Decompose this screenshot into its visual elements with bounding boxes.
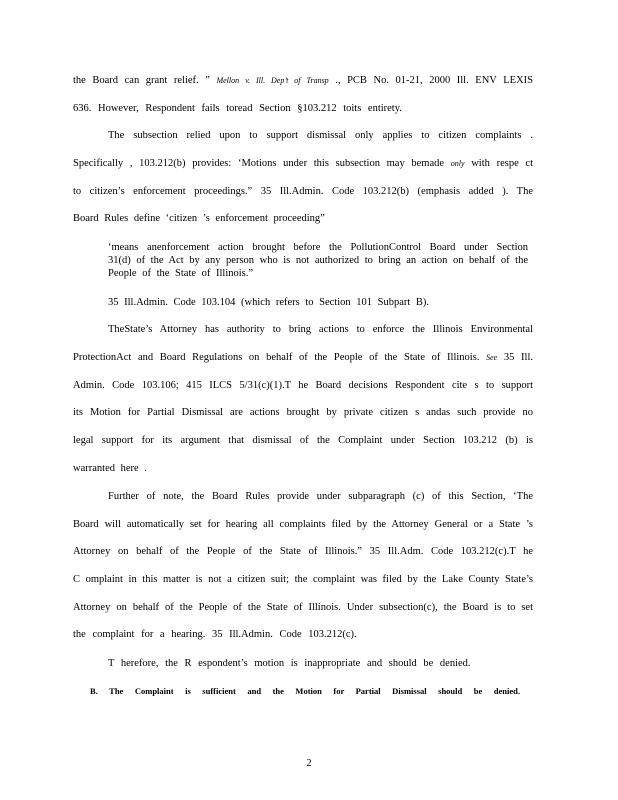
emphasis-text: only [450,159,465,168]
text-line: Admin. Code 103.106; 415 ILCS 5/31(c)(1).T he Board decisions Respondent cite s to support [73,380,533,391]
text-run: Specifically , 103.212(b) provides: ‘Motions under this subsection may bemade [73,158,451,169]
citation-line: 35 Ill.Admin. Code 103.104 (which refers to Section 101 Subpart B). [108,297,430,308]
text-line: to citizen’s enforcement proceedings.” 35 Ill.Admin. Code 103.212(b) (emphasis added ). The [73,186,533,197]
text-line: Attorney on behalf of the People of the State of Illinois. Under subsection(c), the Board is to set [73,602,533,613]
text-line: Board Rules define ‘citizen ’s enforcement proceeding” [73,213,325,224]
text-line [73,158,533,170]
text-run: 35 Ill. [497,352,533,363]
case-citation: Mellon v. Ill. Dep’t of Transp [216,76,329,85]
text-line: TheState’s Attorney has authority to bring actions to enforce the Illinois Environmental [108,324,533,335]
section-heading: B. The Complaint is sufficient and the Motion for Partial Dismissal should be denied. [90,686,520,696]
text-line: C omplaint in this matter is not a citizen suit; the complaint was filed by the Lake County State’s [73,574,533,585]
text-line: warranted here . [73,463,147,474]
text-line: The subsection relied upon to support dismissal only applies to citizen complaints . [108,130,533,141]
block-quote-line: 31(d) of the Act by any person who is not authorized to bring an action on behalf of the [108,255,528,266]
text-line [73,75,533,87]
block-quote-line: People of the State of Illinois.” [108,268,254,279]
text-line: its Motion for Partial Dismissal are actions brought by private citizen s andas such provide no [73,407,533,418]
text-line: legal support for its argument that dismissal of the Complaint under Section 103.212 (b) is [73,435,533,446]
text-run: with respe ct [464,158,533,169]
block-quote-line: ‘means anenforcement action brought before the PollutionControl Board under Section [108,242,528,253]
text-line: Board will automatically set for hearing all complaints filed by the Attorney General or a State ’s [73,519,533,530]
signal-see: See [486,353,498,362]
text-run: ., PCB No. 01-21, 2000 Ill. ENV LEXIS [328,75,533,86]
text-line: 636. However, Respondent fails toread Section §103.212 toits entirety. [73,103,402,114]
text-run: the Board can grant relief. ” [73,75,217,86]
text-run: ProtectionAct and Board Regulations on behalf of the People of the State of Illinois. [73,352,487,363]
page-number: 2 [306,758,312,769]
text-line: the complaint for a hearing. 35 Ill.Admin. Code 103.212(c). [73,629,357,640]
text-line: T herefore, the R espondent’s motion is inappropriate and should be denied. [108,658,471,669]
text-line: Attorney on behalf of the People of the State of Illinois.” 35 Ill.Adm. Code 103.212(c).T he [73,546,533,557]
text-line [73,352,533,364]
text-line: Further of note, the Board Rules provide under subparagraph (c) of this Section, ‘The [108,491,533,502]
